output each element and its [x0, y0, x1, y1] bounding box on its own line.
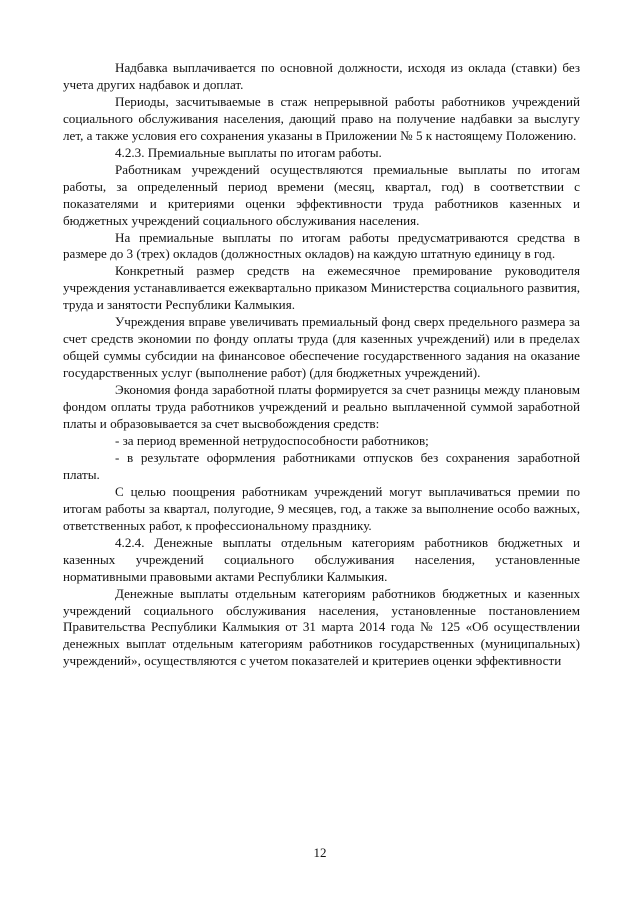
- paragraph-bonus-payments: Работникам учреждений осуществляются премиальные выплаты по итогам работы, за определенный период времени (месяц, квартал, год) в соответствии с показателями и критериями оценки эффективности труда работников казенных и бюджетных учреждений социального обслуживания населения.: [63, 161, 580, 228]
- paragraph-allowance-basis: Надбавка выплачивается по основной должности, исходя из оклада (ставки) без учета других надбавок и доплат.: [63, 60, 580, 92]
- paragraph-head-bonus: Конкретный размер средств на ежемесячное премирование руководителя учреждения устанавливается ежеквартально приказом Министерства социального развития, труда и занятости Республики Калмыкия.: [63, 263, 580, 313]
- paragraph-cash-payments: Денежные выплаты отдельным категориям работников бюджетных и казенных учреждений социального обслуживания населения, установленные постановлением Правительства Республики Калмыкия от 31 марта 2014 года № 125 «Об осуществлении денежных выплат отдельным категориям работников государственных (муниципальных) учреждений», осуществляются с учетом показателей и критериев оценки эффективности: [63, 585, 580, 669]
- section-heading-4-2-3: 4.2.3. Премиальные выплаты по итогам работы.: [115, 144, 382, 160]
- document-body: [63, 60, 580, 670]
- paragraph-bonus-amount: На премиальные выплаты по итогам работы предусматриваются средства в размере до 3 (трех) окладов (должностных окладов) на каждую штатную единицу в год.: [63, 229, 580, 262]
- paragraph-incentive-bonuses: С целью поощрения работникам учреждений могут выплачиваться премии по итогам работы за квартал, полугодие, 9 месяцев, год, а также за выполнение особо важных, ответственных работ, к профессиональному празднику.: [63, 483, 580, 533]
- paragraph-bonus-fund-increase: Учреждения вправе увеличивать премиальный фонд сверх предельного размера за счет средств экономии по фонду оплаты труда (для казенных учреждений) или в пределах общей суммы субсидии на финансовое обеспечение государственного задания на оказание государственных услуг (выполнение работ) (для бюджетных учреждений).: [63, 314, 580, 381]
- paragraph-payroll-savings: Экономия фонда заработной платы формируется за счет разницы между плановым фондом оплаты труда работников учреждений и реально выплаченной суммой заработной платы и образовывается за счет высвобождения средств:: [63, 382, 580, 432]
- list-item-unpaid-leave: - в результате оформления работниками отпусков без сохранения заработной платы.: [63, 449, 580, 482]
- section-heading-4-2-4: 4.2.4. Денежные выплаты отдельным категориям работников бюджетных и казенных учреждений социального обслуживания населения, установленные нормативными правовыми актами Республики Калмыкия.: [63, 534, 580, 584]
- page-number: 12: [313, 845, 327, 860]
- list-item-sick-leave: - за период временной нетрудоспособности работников;: [115, 432, 429, 448]
- paragraph-service-periods: Периоды, засчитываемые в стаж непрерывной работы работников учреждений социального обслуживания населения, дающий право на получение надбавки за выслугу лет, а также условия его сохранения указаны в Приложении № 5 к настоящему Положению.: [63, 93, 580, 143]
